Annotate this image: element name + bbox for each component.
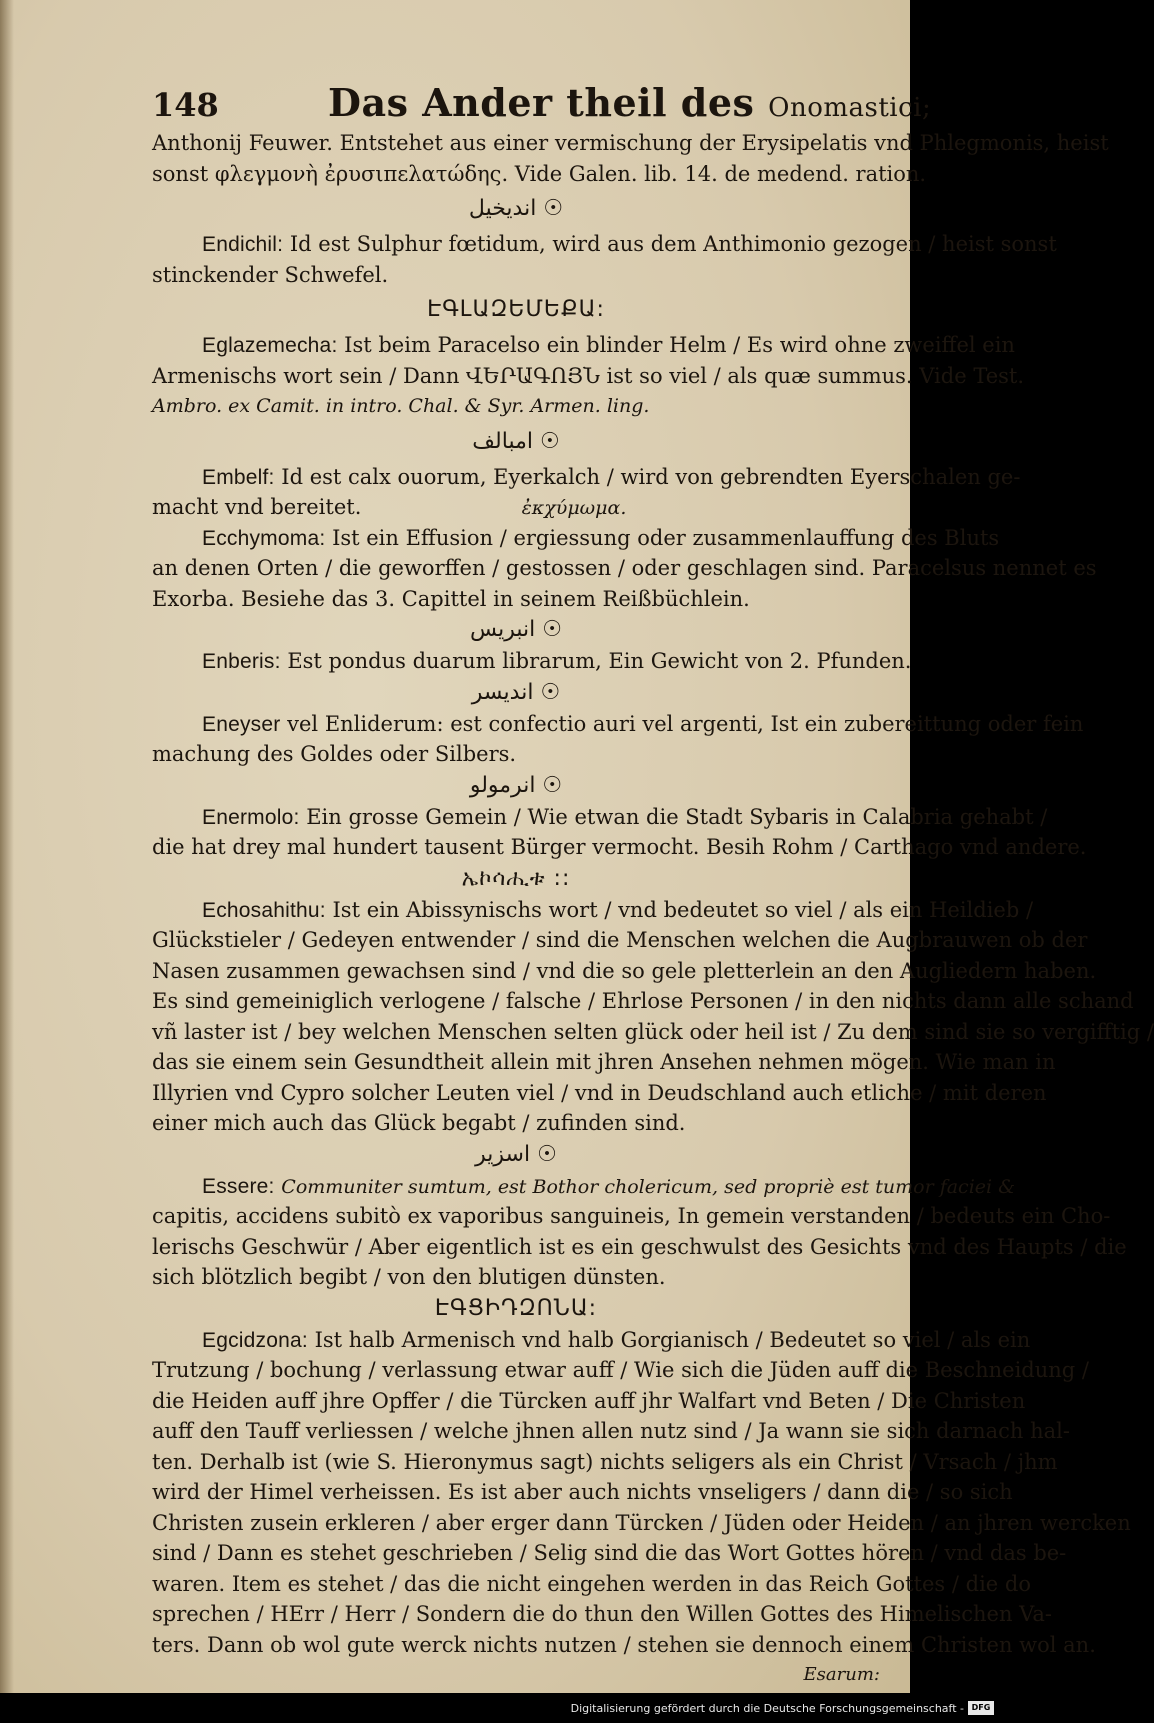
text-line: auff den Tauff verliessen / welche jhnen allen nutz sind / Ja wann sie sich darnach hal- — [152, 1419, 1070, 1443]
text-line: Id est calx ouorum, Eyerkalch / wird von gebrendten Eyerschalen ge- — [281, 464, 1021, 489]
entry-echosahithu — [152, 895, 1034, 926]
text-line: waren. Item es stehet / das die nicht eingehen werden in das Reich Gottes / die do — [152, 1571, 1031, 1596]
text-line: Ist ein Effusion / ergiessung oder zusammenlauffung des Bluts — [332, 525, 1000, 550]
entry-eglazemecha — [152, 330, 1015, 361]
text-line: Id est Sulphur fœtidum, wird aus dem Anthimonio gezogen / heist sonst — [289, 232, 1057, 256]
text-line: Ist beim Paracelso ein blinder Helm / Es wird ohne zweiffel ein — [344, 333, 1015, 357]
text-line: vñ laster ist / bey welchen Menschen selten glück oder heil ist / Zu dem sind sie so vergifftig / — [152, 1019, 1154, 1044]
funding-credit: Digitalisierung gefördert durch die Deutsche Forschungsgemeinschaft - — [570, 1702, 964, 1715]
text-line: sich blötzlich begibt / von den blutigen dünsten. — [152, 1265, 666, 1289]
arabic-heading: انبريس ☉ — [470, 617, 562, 642]
entry-term: Egcidzona: — [202, 1328, 308, 1352]
text-line: an denen Orten / die geworffen / gestossen / oder geschlagen sind. Paracelsus nennet es — [152, 556, 1097, 580]
text-line: einer mich auch das Glück begabt / zufinden sind. — [152, 1111, 686, 1135]
text-line: stinckender Schwefel. — [152, 262, 389, 287]
entry-eneyser — [152, 709, 1084, 740]
text-line: Anthonij Feuwer. Entstehet aus einer vermischung der Erysipelatis vnd Phlegmonis, heist — [152, 131, 1109, 155]
text-line: die Heiden auff jhre Opffer / die Türcken auff jhr Walfart vnd Beten / Die Christen — [152, 1388, 1026, 1413]
text-line: sind / Dann es stehet geschrieben / Selig sind die das Wort Gottes hören / vnd das be- — [152, 1541, 1067, 1565]
text-line: die hat drey mal hundert tausent Bürger vermocht. Besih Rohm / Carthago vnd andere. — [152, 835, 1087, 859]
entry-endichil — [152, 229, 1057, 260]
entry-ecchymoma — [152, 523, 1000, 554]
entry-term: Essere: — [202, 1174, 275, 1198]
ethiopic-heading: ኤኮሳሒቱ :: — [461, 865, 571, 891]
dfg-logo-icon: DFG — [968, 1701, 994, 1715]
text-line: Communiter sumtum, est Bothor cholericum, sed propriè est tumor faciei & — [281, 1175, 1016, 1198]
text-line: Trutzung / bochung / verlassung etwar auff / Wie sich die Jüden auff die Beschneidung / — [152, 1358, 1089, 1382]
running-title-small: Onomastici; — [768, 93, 932, 123]
text-line: Ambro. ex Camit. in intro. Chal. & Syr. Armen. ling. — [152, 395, 650, 417]
entry-term: Ecchymoma: — [202, 526, 326, 550]
entry-term: Enberis: — [202, 650, 281, 673]
text-line: ters. Dann ob wol gute werck nichts nutzen / stehen sie dennoch einem Christen wol an. — [152, 1632, 1096, 1657]
text-line: lerischs Geschwür / Aber eigentlich ist es ein geschwulst des Gesichts vnd des Haupts / die — [152, 1234, 1127, 1259]
running-title-main: Das Ander theil des — [328, 80, 755, 125]
running-title — [328, 80, 931, 125]
text-line: vel Enliderum: est confectio auri vel argenti, Ist ein zubereittung oder fein — [287, 711, 1084, 736]
entry-embelf-end — [152, 492, 880, 523]
entry-term: Enermolo: — [202, 805, 300, 829]
entry-term: Endichil: — [202, 233, 284, 256]
arabic-heading: اسزير ☉ — [475, 1141, 557, 1167]
catchword: Esarum: — [803, 1664, 880, 1685]
text-line: Armenischs wort sein / Dann ՎԵՐԱԳՈՅՆ ist so viel / als quæ summus. Vide Test. — [152, 363, 1025, 388]
greek-heading: ἐκχύμωμα. — [521, 497, 627, 519]
text-line: sprechen / HErr / Herr / Sondern die do thun den Willen Gottes des Himelischen Va- — [152, 1602, 1053, 1626]
text-line: Illyrien vnd Cypro solcher Leuten viel / vnd in Deudschland auch etliche / mit deren — [152, 1080, 1047, 1105]
digitization-footer — [0, 1693, 1000, 1723]
text-line: capitis, accidens subitò ex vaporibus sanguineis, In gemein verstanden / bedeuts ein Cho- — [152, 1204, 1111, 1228]
text-line: Exorba. Besiehe das 3. Capittel in seinem Reißbüchlein. — [152, 586, 750, 611]
text-line: wird der Himel verheissen. Es ist aber auch nichts vnseligers / dann die / so sich — [152, 1480, 1013, 1504]
text-line: macht vnd bereitet. — [152, 495, 362, 519]
entry-enberis — [152, 646, 912, 677]
entry-enermolo — [152, 802, 1048, 833]
text-line: Ein grosse Gemein / Wie etwan die Stadt Sybaris in Calabria gehabt / — [306, 804, 1048, 829]
text-line: Est pondus duarum librarum, Ein Gewicht von 2. Pfunden. — [287, 649, 912, 673]
entry-egcidzona — [152, 1325, 1031, 1356]
text-line: Ist ein Abissynischs wort / vnd bedeutet so viel / als ein Heildieb / — [332, 897, 1034, 922]
arabic-heading: انديسر ☉ — [471, 679, 561, 705]
text-line: Ist halb Armenisch vnd halb Gorgianisch / Bedeutet so viel / als ein — [314, 1327, 1031, 1352]
arabic-heading: امبالف ☉ — [472, 428, 560, 454]
arabic-heading: انرمولو ☉ — [469, 772, 563, 798]
armenian-heading: ԷԳԼԱԶԵՄԵՔԱ: — [427, 297, 605, 322]
text-line: Nasen zusammen gewachsen sind / vnd die so gele pletterlein an den Augliedern haben. — [152, 958, 1097, 983]
text-line: das sie einem sein Gesundtheit allein mit jhren Ansehen nehmen mögen. Wie man in — [152, 1050, 1056, 1074]
arabic-heading: انديخيل ☉ — [468, 196, 564, 221]
text-line: Glückstieler / Gedeyen entwender / sind die Menschen welchen die Augbrauwen ob der — [152, 928, 1088, 952]
entry-term: Eneyser — [202, 712, 281, 736]
page-number: 148 — [152, 86, 219, 124]
entry-term: Embelf: — [202, 465, 275, 489]
text-line: Es sind gemeiniglich verlogene / falsche / Ehrlose Personen / in den nichts dann alle schand — [152, 989, 1134, 1013]
entry-essere — [152, 1171, 1016, 1202]
text-line: Christen zusein erkleren / aber erger dann Türcken / Jüden oder Heiden / an jhren wercken — [152, 1510, 1131, 1535]
text-line: machung des Goldes oder Silbers. — [152, 742, 517, 766]
armenian-heading: ԷԳՑԻԴԶՈՆԱ: — [434, 1295, 598, 1321]
entry-term: Echosahithu: — [202, 898, 326, 922]
page-body — [152, 128, 1154, 1685]
page-header — [152, 80, 932, 130]
entry-term: Eglazemecha: — [202, 334, 338, 357]
text-line: ten. Derhalb ist (wie S. Hieronymus sagt) nichts seligers als ein Christ / Vrsach / jhm — [152, 1449, 1058, 1474]
text-line: sonst φλεγμονὴ ἐρυσιπελατώδης. Vide Galen. lib. 14. de medend. ration. — [152, 161, 927, 186]
entry-embelf — [152, 462, 1021, 493]
